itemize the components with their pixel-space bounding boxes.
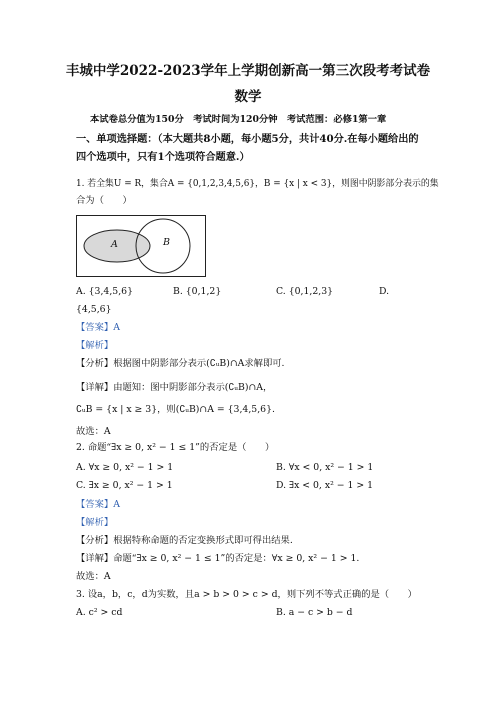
q1-answer: 【答案】A	[76, 322, 120, 333]
q1-detail2: ∁ᵤB = {x | x ≥ 3}，则(∁ᵤB)∩A = {3,4,5,6}.	[76, 404, 275, 415]
section-heading-line2: 四个选项中，只有1个选项符合题意.）	[76, 151, 250, 163]
q3-option-b: B. a − c > b − d	[276, 607, 353, 618]
q2-jiexi: 【解析】	[76, 517, 114, 528]
q2-detail: 【详解】命题“∃x ≥ 0, x² − 1 ≤ 1”的否定是：∀x ≥ 0, x² − 1 > 1.	[76, 553, 360, 564]
q1-option-c: C. {0,1,2,3}	[276, 286, 334, 297]
venn-diagram	[76, 215, 206, 277]
venn-label-b: B	[163, 237, 170, 248]
q2-option-b: B. ∀x < 0, x² − 1 > 1	[276, 462, 374, 473]
venn-label-a: A	[111, 239, 118, 250]
q2-option-d: D. ∃x < 0, x² − 1 > 1	[276, 480, 374, 491]
exam-meta: 本试卷总分值为150分 考试时间为120分钟 考试范围：必修1第一章	[90, 114, 387, 125]
q3-stem: 3. 设a，b，c，d为实数，且a > b > 0 > c > d，则下列不等式正确的是（ ）	[76, 589, 417, 600]
q1-stem-line1: 1. 若全集U = R，集合A = {0,1,2,3,4,5,6}，B = {x | x < 3}，则图中阴影部分表示的集	[76, 179, 439, 189]
q2-option-a: A. ∀x ≥ 0, x² − 1 > 1	[76, 462, 174, 473]
q2-stem: 2. 命题“∃x ≥ 0, x² − 1 ≤ 1”的否定是（ ）	[76, 442, 275, 453]
q2-conclusion: 故选：A	[76, 571, 111, 582]
subject-title: 数学	[234, 89, 262, 105]
q1-option-b: B. {0,1,2}	[173, 286, 222, 297]
q1-option-d-content: {4,5,6}	[76, 304, 112, 315]
q1-stem-line2: 合为（ ）	[76, 195, 132, 206]
q1-conclusion: 故选：A	[76, 426, 111, 437]
q2-option-c: C. ∃x ≥ 0, x² − 1 > 1	[76, 480, 173, 491]
q2-answer: 【答案】A	[76, 499, 120, 510]
q1-jiexi: 【解析】	[76, 340, 114, 351]
q3-option-a: A. c² > cd	[76, 607, 123, 618]
q1-detail: 【详解】由题知：图中阴影部分表示(∁ᵤB)∩A，	[76, 382, 273, 393]
q1-analysis: 【分析】根据图中阴影部分表示(∁ᵤB)∩A求解即可.	[76, 358, 285, 369]
section-heading-line1: 一、单项选择题：（本大题共8小题，每小题5分，共计40分.在每小题给出的	[76, 133, 419, 145]
q1-option-a: A. {3,4,5,6}	[76, 286, 133, 297]
q1-option-d: D.	[379, 286, 390, 297]
q2-analysis: 【分析】根据特称命题的否定变换形式即可得出结果.	[76, 535, 293, 546]
exam-title: 丰城中学2022-2023学年上学期创新高一第三次段考考试卷	[65, 63, 431, 79]
